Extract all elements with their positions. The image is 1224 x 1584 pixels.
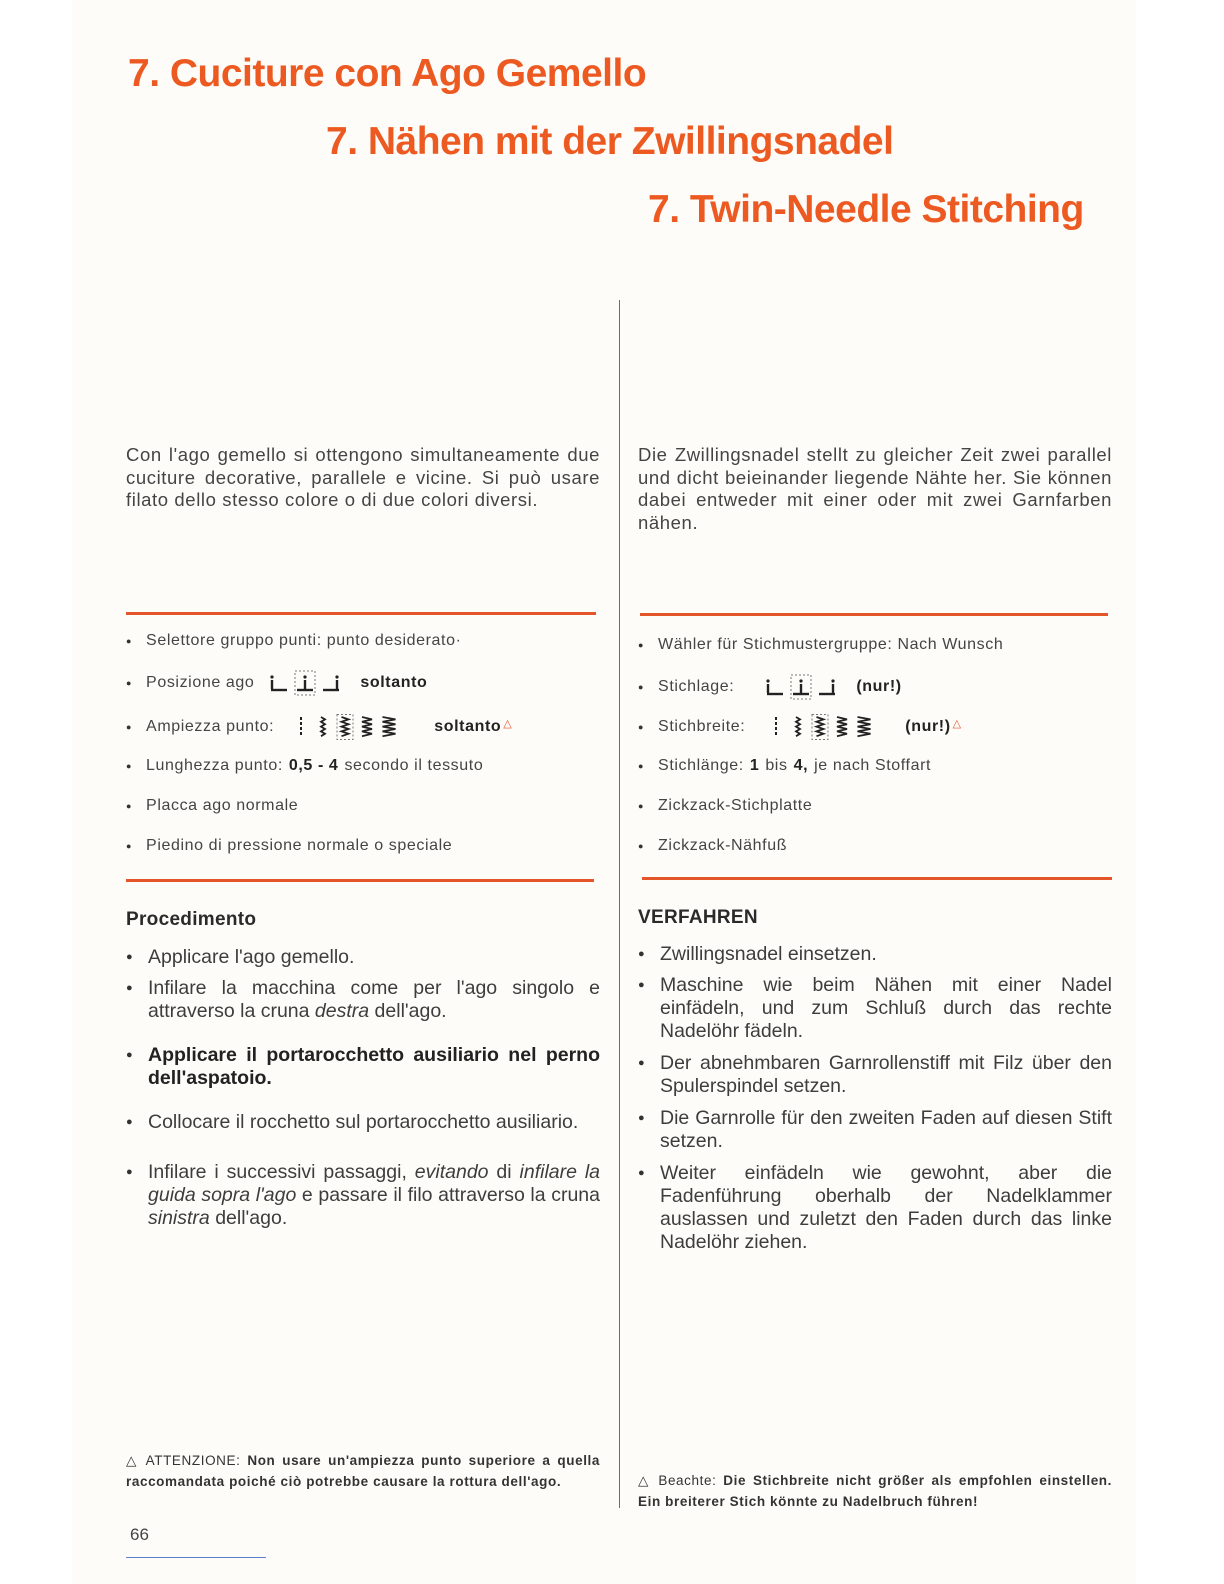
setting-length-label: ● Lunghezza punto: — [146, 757, 283, 774]
list-item: ● Applicare l'ago gemello. — [126, 946, 600, 969]
italian-procedure-title: Procedimento — [126, 909, 257, 930]
german-bottom-rule — [642, 877, 1112, 880]
step-text-end: dell'ago. — [374, 1000, 447, 1022]
setting-plate-text: ● Placca ago normale — [146, 797, 299, 814]
page-number: 66 — [130, 1525, 149, 1544]
setting-width-label: ● Ampiezza punto: — [146, 718, 275, 735]
step-text-end: dell'ago. — [215, 1207, 288, 1229]
warning-icon: △ — [126, 1453, 140, 1468]
setting-selector — [126, 632, 462, 650]
stitch-width-icon — [767, 714, 873, 740]
italian-bottom-rule — [126, 879, 594, 882]
list-item: ● Der abnehmbaren Garnrollenstiff mit Filz über den Spulerspindel setzen. — [638, 1052, 1112, 1098]
setting-plate — [638, 797, 812, 815]
setting-position-note: (nur!) — [856, 678, 902, 695]
step-text: di — [496, 1161, 512, 1183]
needle-position-icon — [268, 670, 342, 696]
setting-needle-position — [126, 670, 433, 696]
setting-length-value: 1 — [749, 757, 760, 774]
setting-width-note: soltanto — [434, 718, 502, 735]
list-item: ● Die Garnrolle für den zweiten Faden auf diesen Stift setzen. — [638, 1107, 1112, 1153]
setting-length-value: 4, — [793, 757, 809, 774]
setting-length-value: 0,5 - 4 — [288, 757, 339, 774]
list-item — [126, 1161, 600, 1230]
list-item: ● Applicare il portarocchetto ausiliario nel perno dell'aspatoio. — [126, 1044, 600, 1090]
column-divider — [619, 300, 620, 1508]
list-item: ● Zwillingsnadel einsetzen. — [638, 943, 1112, 966]
setting-plate — [126, 797, 298, 815]
setting-stitch-length — [638, 757, 931, 775]
needle-position-icon — [764, 674, 838, 700]
list-item — [126, 977, 600, 1023]
step-text: Infilare la macchina come per l'ago singolo e attraverso la cruna — [148, 977, 600, 1022]
list-item: ● Maschine wie beim Nähen mit einer Nadel einfädeln, und zum Schluß durch das rechte Nadelöhr fädeln. — [638, 974, 1112, 1043]
setting-selector-text: ● Selettore gruppo punti: punto desiderato· — [146, 632, 462, 649]
setting-foot — [126, 837, 452, 855]
german-warning-note — [638, 1470, 1112, 1512]
setting-selector — [638, 636, 1003, 654]
setting-length-label: ● Stichlänge: — [658, 757, 744, 774]
setting-position-note: soltanto — [360, 674, 428, 691]
note-body: Die Stichbreite nicht größer als empfohlen einstellen. Ein breiterer Stich könnte zu Nadelbruch führen! — [638, 1473, 1112, 1509]
setting-position-label: ● Stichlage: — [658, 678, 735, 695]
italian-warning-note — [126, 1450, 600, 1492]
german-intro: Die Zwillingsnadel stellt zu gleicher Zeit zwei parallel und dicht beieinander liegende Nähte her. Sie können dabei entweder mit einer oder mit zwei Garnfarben nähen. — [638, 444, 1112, 533]
setting-position-label: ● Posizione ago — [146, 674, 255, 691]
title-italian: 7. Cuciture con Ago Gemello — [128, 52, 647, 95]
setting-width-label: ● Stichbreite: — [658, 718, 746, 735]
setting-foot-text: ● Zickzack-Nähfuß — [658, 837, 788, 854]
step-emphasis: sinistra — [148, 1207, 210, 1229]
step-text: e passare il filo attraverso la cruna — [301, 1184, 600, 1206]
step-text: Infilare i successivi passaggi, — [148, 1161, 407, 1183]
list-item: ● Weiter einfädeln wie gewohnt, aber die Fadenführung oberhalb der Nadelklammer auslassen und zuletzt den Faden durch das linke Nadelöhr ziehen. — [638, 1162, 1112, 1254]
german-procedure-title: VERFAHREN — [638, 907, 758, 928]
stitch-width-icon — [292, 714, 398, 740]
list-item: ● Collocare il rocchetto sul portarocchetto ausiliario. — [126, 1111, 600, 1134]
setting-length-note: secondo il tessuto — [344, 757, 484, 774]
note-lead: ATTENZIONE: — [145, 1453, 241, 1468]
step-emphasis: destra — [314, 1000, 370, 1022]
setting-length-text: bis — [765, 757, 788, 774]
italian-intro: Con l'ago gemello si ottengono simultaneamente due cuciture decorative, parallele e vicine. Si può usare filato dello stesso colore o di due colori diversi. — [126, 444, 600, 510]
title-english: 7. Twin-Needle Stitching — [648, 188, 1084, 231]
setting-stitch-width — [638, 714, 962, 740]
step-emphasis: infilare la guida sopra l'ago — [148, 1161, 601, 1206]
page-underline — [126, 1557, 266, 1558]
step-emphasis: evitando — [414, 1161, 489, 1183]
page-sheet — [72, 0, 1136, 1584]
setting-stitch-length — [126, 757, 483, 775]
german-top-rule — [640, 613, 1108, 616]
setting-needle-position — [638, 674, 908, 700]
setting-plate-text: ● Zickzack-Stichplatte — [658, 797, 813, 814]
warning-icon: △ — [952, 717, 962, 730]
setting-width-note: (nur!) — [905, 718, 951, 735]
setting-foot — [638, 837, 787, 855]
setting-stitch-width — [126, 714, 512, 740]
note-body: Non usare un'ampiezza punto superiore a quella raccomandata poiché ciò potrebbe causare la rottura dell'ago. — [126, 1453, 601, 1489]
italian-top-rule — [126, 612, 596, 615]
setting-selector-text: ● Wähler für Stichmustergruppe: Nach Wunsch — [658, 636, 1004, 653]
note-lead: Beachte: — [658, 1473, 717, 1488]
title-german: 7. Nähen mit der Zwillingsnadel — [326, 120, 894, 163]
warning-icon: △ — [638, 1473, 652, 1488]
setting-length-note: je nach Stoffart — [814, 757, 932, 774]
setting-foot-text: ● Piedino di pressione normale o speciale — [146, 837, 453, 854]
warning-icon: △ — [503, 717, 513, 730]
